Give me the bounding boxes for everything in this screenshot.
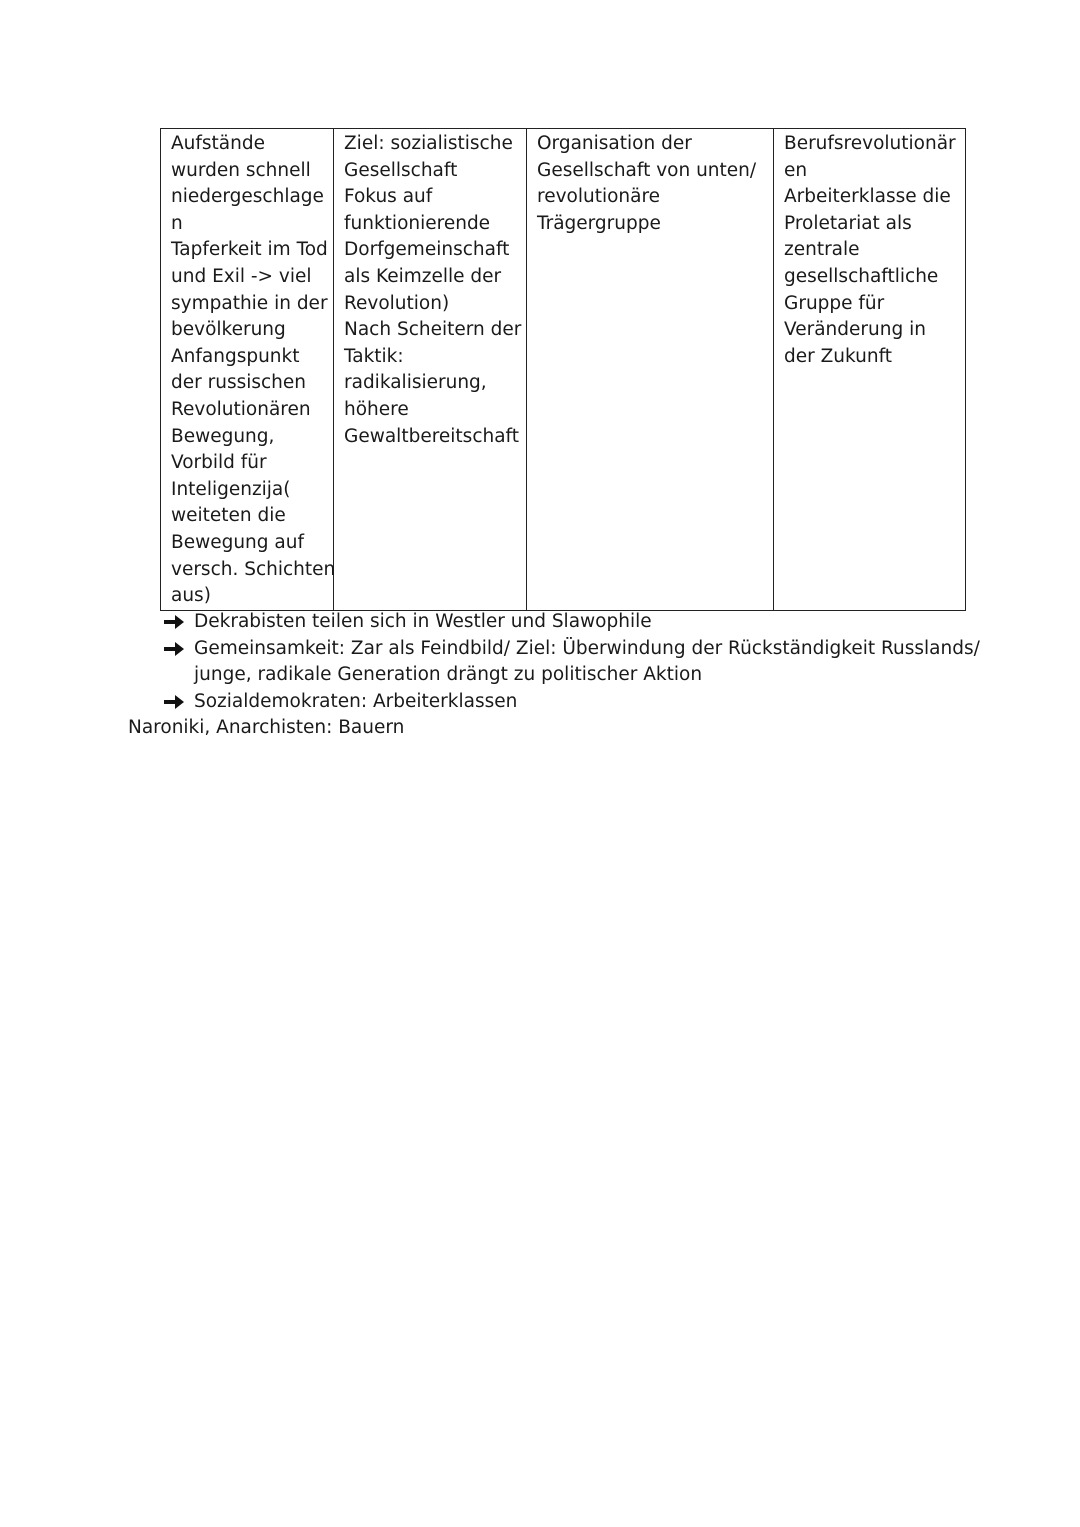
table-row	[161, 129, 966, 611]
arrow-right-icon	[162, 689, 186, 715]
cell-text: höhere	[344, 398, 409, 420]
cell-text: Gruppe für	[784, 292, 885, 314]
cell-text: Vorbild für	[171, 452, 267, 474]
cell-text: Veränderung in	[784, 319, 926, 341]
bullet-text: Gemeinsamkeit: Zar als Feindbild/ Ziel: Überwindung der Rückständigkeit Russlands/	[194, 637, 980, 659]
cell-text: der Zukunft	[784, 345, 893, 367]
cell-text: funktionierende	[344, 212, 491, 234]
table-cell-col3	[527, 129, 774, 611]
list-item	[160, 609, 990, 636]
cell-text: aus)	[171, 585, 211, 607]
cell-text: Dorfgemeinschaft	[344, 239, 510, 261]
cell-text: Aufstände	[171, 133, 265, 154]
cell-text: gesellschaftliche	[784, 265, 939, 287]
cell-text: der russischen	[171, 372, 307, 394]
bullet-list	[160, 609, 990, 715]
cell-text: Taktik:	[344, 345, 404, 367]
cell-text: Nach Scheitern der	[344, 319, 522, 341]
cell-text: Bewegung auf	[171, 531, 304, 553]
cell-text: zentrale	[784, 239, 860, 261]
cell-text: Trägergruppe	[537, 212, 661, 234]
cell-text: Ziel: sozialistische	[344, 133, 513, 154]
bullet-text: Sozialdemokraten: Arbeiterklassen	[194, 690, 518, 712]
cell-text: bevölkerung	[171, 319, 286, 341]
cell-text: Berufsrevolutionär	[784, 133, 956, 154]
cell-text: Arbeiterklasse die	[784, 186, 951, 208]
cell-text: Anfangspunkt	[171, 345, 300, 367]
list-item	[160, 689, 990, 716]
cell-text: Gesellschaft von unten/	[537, 159, 757, 181]
cell-text: Revolutionären	[171, 398, 311, 420]
cell-text: n	[171, 212, 183, 234]
cell-text: und Exil -> viel	[171, 265, 312, 287]
cell-text: radikalisierung,	[344, 372, 487, 394]
cell-text: Gewaltbereitschaft	[344, 425, 519, 447]
table-cell-col4	[774, 129, 966, 611]
arrow-right-icon	[162, 636, 186, 662]
table-cell-col2	[334, 129, 527, 611]
cell-text: versch. Schichten	[171, 558, 336, 580]
cell-text: revolutionäre	[537, 186, 661, 208]
cell-text: Gesellschaft	[344, 159, 458, 181]
cell-text: Inteligenzija(	[171, 478, 291, 500]
cell-text: Organisation der	[537, 133, 692, 154]
bullet-text: junge, radikale Generation drängt zu politischer Aktion	[194, 664, 703, 686]
cell-text: en	[784, 159, 808, 181]
plain-text-line: Naroniki, Anarchisten: Bauern	[128, 717, 405, 738]
cell-text: Bewegung,	[171, 425, 275, 447]
cell-text: Proletariat als	[784, 212, 912, 234]
cell-text: Revolution)	[344, 292, 450, 314]
list-item	[160, 636, 990, 689]
cell-text: weiteten die	[171, 505, 286, 527]
table-cell-col1	[161, 129, 334, 611]
bullet-text: Dekrabisten teilen sich in Westler und Slawophile	[194, 611, 652, 632]
notes-table	[160, 128, 966, 611]
cell-text: Tapferkeit im Tod	[171, 239, 328, 261]
arrow-right-icon	[162, 609, 186, 635]
cell-text: sympathie in der	[171, 292, 328, 314]
cell-text: Fokus auf	[344, 186, 433, 208]
cell-text: wurden schnell	[171, 159, 311, 181]
cell-text: als Keimzelle der	[344, 265, 502, 287]
cell-text: niedergeschlage	[171, 186, 324, 208]
